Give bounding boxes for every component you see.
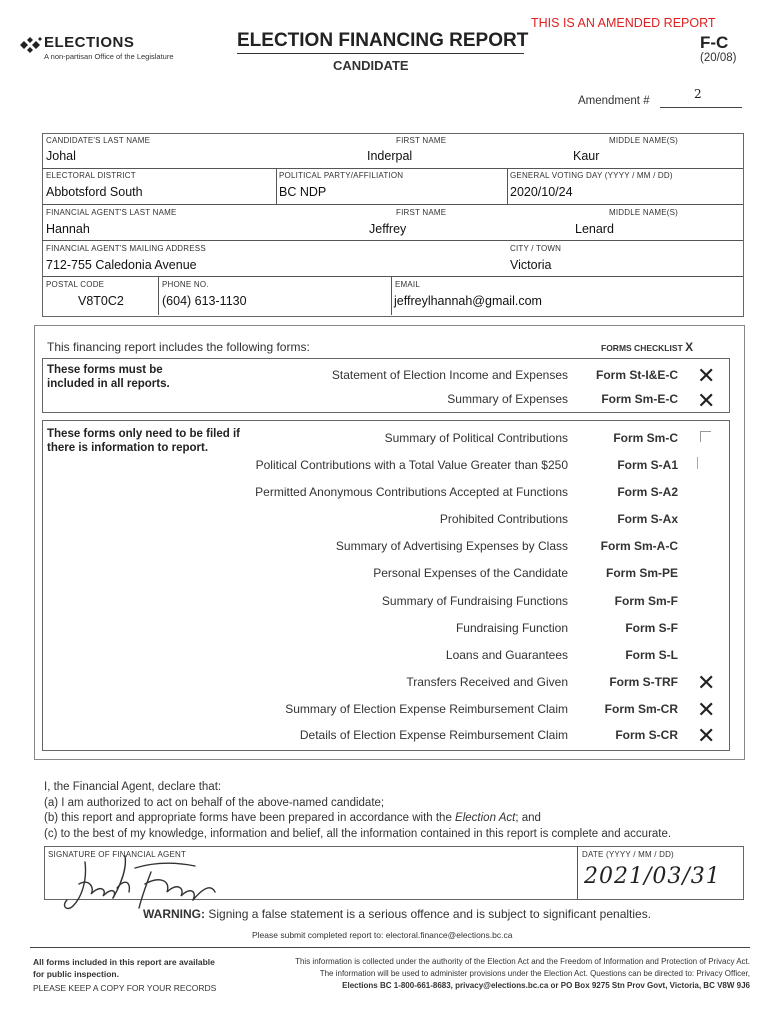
- form-row-name: Summary of Fundraising Functions: [381, 594, 568, 608]
- signature-label: SIGNATURE OF FINANCIAL AGENT: [48, 850, 187, 859]
- date-label: DATE (YYYY / MM / DD): [582, 850, 674, 859]
- amended-note: THIS IS AN AMENDED REPORT: [531, 16, 716, 30]
- form-row-code: Form S-F: [625, 621, 678, 635]
- report-title: ELECTION FINANCING REPORT: [237, 30, 529, 51]
- form-row-code: Form S-L: [625, 648, 678, 662]
- form-row-code: Form Sm-C: [613, 431, 678, 445]
- empty-checkbox-icon[interactable]: [700, 431, 711, 442]
- form-row-code: Form S-TRF: [609, 675, 678, 689]
- agent-first-name: Jeffrey: [369, 222, 407, 236]
- voting-day-value: 2020/10/24: [510, 185, 573, 199]
- logo-text: ELECTIONS: [44, 34, 135, 51]
- warning-label: WARNING:: [143, 907, 205, 921]
- form-row-code: Form S-A1: [617, 458, 678, 472]
- form-version: (20/08): [700, 52, 737, 64]
- check-x-icon[interactable]: ✕: [697, 389, 716, 414]
- footer-left-line1: All forms included in this report are available: [33, 957, 215, 967]
- candidate-first-name: Inderpal: [367, 149, 413, 163]
- agent-middle-name: Lenard: [575, 222, 614, 236]
- required-heading: These forms must be included in all reports.: [47, 364, 170, 390]
- agent-first-name-label: FIRST NAME: [396, 208, 447, 217]
- agent-middle-name-label: MIDDLE NAME(S): [609, 208, 679, 217]
- form-row-name: Permitted Anonymous Contributions Accepted at Functions: [255, 485, 568, 499]
- amendment-value: 2: [694, 87, 702, 101]
- optional-heading: These forms only need to be filed if there is information to report.: [47, 428, 240, 454]
- date-value: 2021/03/31: [584, 864, 721, 889]
- form-row-code: Form St-I&E-C: [596, 368, 678, 382]
- form-row-code: Form Sm-F: [614, 594, 678, 608]
- form-row-name: Summary of Advertising Expenses by Class: [335, 539, 568, 553]
- logo-mark-icon: [18, 36, 44, 54]
- check-x-icon[interactable]: ✕: [697, 364, 716, 389]
- forms-intro: This financing report includes the following forms:: [47, 340, 310, 354]
- form-code: F-C: [700, 33, 729, 52]
- footer-right-line1: This information is collected under the authority of the Election Act and the Freedom of Information and Protection of Privacy Act.: [295, 957, 750, 966]
- form-row-name: Statement of Election Income and Expenses: [331, 368, 568, 382]
- email-value: jeffreylhannah@gmail.com: [394, 294, 542, 308]
- declaration-block: [44, 780, 734, 842]
- postal-label: POSTAL CODE: [46, 280, 105, 289]
- agent-last-name-label: FINANCIAL AGENT'S LAST NAME: [46, 208, 177, 217]
- form-row-name: Summary of Election Expense Reimbursement Claim: [285, 702, 568, 716]
- check-x-icon[interactable]: ✕: [697, 671, 716, 696]
- footer-right-line2: The information will be used to administer provisions under the Election Act. Questions can be directed to: Privacy Officer,: [319, 969, 750, 978]
- form-row-name: Loans and Guarantees: [445, 648, 568, 662]
- agent-last-name: Hannah: [46, 222, 90, 236]
- check-x-icon[interactable]: ✕: [697, 724, 716, 749]
- email-label: EMAIL: [395, 280, 421, 289]
- form-row-code: Form S-Ax: [617, 512, 678, 526]
- party-label: POLITICAL PARTY/AFFILIATION: [279, 171, 404, 180]
- form-row-name: Details of Election Expense Reimbursement Claim: [299, 728, 568, 742]
- agent-city: Victoria: [510, 258, 552, 272]
- report-subtitle: CANDIDATE: [333, 58, 409, 73]
- declaration-b: (b) this report and appropriate forms have been prepared in accordance with the Election Act; and: [44, 812, 541, 824]
- form-row-name: Personal Expenses of the Candidate: [373, 566, 568, 580]
- candidate-last-name-label: CANDIDATE'S LAST NAME: [46, 136, 151, 145]
- form-row-name: Transfers Received and Given: [406, 675, 568, 689]
- form-row-code: Form S-A2: [617, 485, 678, 499]
- postal-value: V8T0C2: [78, 294, 124, 308]
- forms-checklist-header: [601, 340, 693, 354]
- form-row-name: Prohibited Contributions: [439, 512, 568, 526]
- form-row-name: Summary of Expenses: [447, 392, 568, 406]
- form-row-name: Summary of Political Contributions: [384, 431, 568, 445]
- form-row-code: Form Sm-CR: [604, 702, 678, 716]
- form-row-code: Form Sm-A-C: [600, 539, 678, 553]
- warning-line: [143, 907, 651, 921]
- voting-day-label: GENERAL VOTING DAY (YYYY / MM / DD): [510, 171, 673, 180]
- candidate-first-name-label: FIRST NAME: [396, 136, 447, 145]
- district-label: ELECTORAL DISTRICT: [46, 171, 136, 180]
- agent-city-label: CITY / TOWN: [510, 244, 562, 253]
- declaration-intro: I, the Financial Agent, declare that:: [44, 781, 222, 793]
- checklist-mark: X: [685, 340, 694, 354]
- amendment-label: Amendment #: [578, 95, 650, 107]
- candidate-middle-name-label: MIDDLE NAME(S): [609, 136, 679, 145]
- declaration-a: (a) I am authorized to act on behalf of the above-named candidate;: [44, 796, 385, 809]
- warning-text: Signing a false statement is a serious offence and is subject to significant penalties.: [208, 907, 652, 921]
- form-row-name: Political Contributions with a Total Value Greater than $250: [255, 458, 568, 472]
- form-row-code: Form S-CR: [615, 728, 678, 742]
- district-value: Abbotsford South: [46, 185, 143, 199]
- agent-address: 712-755 Caledonia Avenue: [46, 258, 197, 272]
- logo-subtitle: A non-partisan Office of the Legislature: [44, 52, 174, 61]
- empty-checkbox-icon[interactable]: [697, 457, 698, 469]
- footer-right-line3: Elections BC 1-800-661-8683, privacy@elections.bc.ca or PO Box 9275 Stn Prov Govt, Victoria, BC V8W 9J6: [342, 981, 750, 990]
- check-x-icon[interactable]: ✕: [697, 698, 716, 723]
- footer-left: [33, 956, 216, 994]
- form-row-name: Fundraising Function: [455, 621, 568, 635]
- form-row-code: Form Sm-E-C: [601, 392, 678, 406]
- checklist-label: FORMS CHECKLIST: [601, 343, 683, 353]
- candidate-last-name: Johal: [46, 149, 76, 163]
- footer-right: [230, 956, 750, 992]
- declaration-c: (c) to the best of my knowledge, information and belief, all the information contained in this report is complete and accurate.: [44, 827, 672, 840]
- submit-note: Please submit completed report to: electoral.finance@elections.bc.ca: [252, 930, 513, 940]
- agent-address-label: FINANCIAL AGENT'S MAILING ADDRESS: [46, 244, 206, 253]
- phone-label: PHONE NO.: [162, 280, 209, 289]
- footer-left-line2: for public inspection.: [33, 969, 119, 979]
- candidate-middle-name: Kaur: [573, 149, 600, 163]
- phone-value: (604) 613-1130: [162, 294, 247, 308]
- party-value: BC NDP: [279, 185, 327, 199]
- footer-left-line3: PLEASE KEEP A COPY FOR YOUR RECORDS: [33, 983, 217, 993]
- form-row-code: Form Sm-PE: [605, 566, 678, 580]
